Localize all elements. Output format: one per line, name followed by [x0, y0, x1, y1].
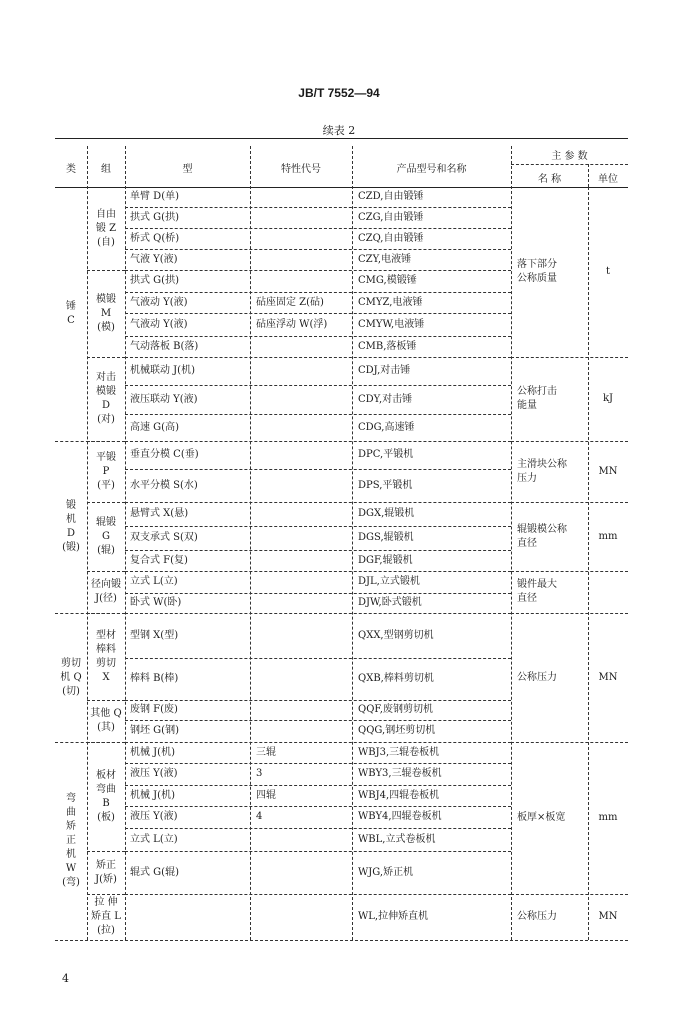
row-product: CZY,电液锤 [358, 253, 412, 265]
parameter-name [517, 671, 588, 685]
rule-line [125, 313, 511, 314]
column-header-zu: 组 [101, 164, 111, 175]
category-cell-line: 曲 [66, 807, 76, 818]
group-cell-line: B [102, 797, 110, 809]
rule-line [55, 138, 628, 139]
row-type: 垂直分模 C(垂) [130, 449, 199, 460]
category-cell-line: 机 [66, 849, 76, 860]
group-cell [87, 859, 125, 887]
rule-line [125, 292, 511, 293]
rule-line [125, 894, 511, 895]
standard-number: JB/T 7552—94 [298, 86, 380, 100]
row-product: QQF,废钢剪切机 [358, 704, 433, 715]
row-product: CDY,对击锤 [358, 393, 413, 405]
row-type: 拱式 G(拱) [130, 275, 179, 286]
row-type: 高速 G(高) [130, 421, 179, 433]
column-header-canshu: 主 参 数 [551, 151, 588, 162]
category-cell-line: 矫 [66, 821, 76, 832]
row-type: 水平分模 S(水) [130, 479, 198, 491]
row-product: DGF,辊锻机 [358, 554, 413, 566]
group-cell [87, 578, 125, 606]
rule-line [125, 720, 511, 721]
rule-line [87, 270, 125, 271]
rule-line [87, 502, 125, 503]
rule-line [125, 336, 511, 337]
group-cell-line: D [101, 400, 111, 411]
parameter-name-line: 公称压力 [517, 671, 557, 683]
row-product: DGS,辊锻机 [358, 532, 414, 543]
row-type: 立式 L(立) [130, 576, 178, 587]
row-product: CDJ,对击锤 [358, 365, 411, 376]
group-cell-line: 自由 [96, 208, 116, 220]
group-cell [87, 769, 125, 825]
group-cell-line: 棒料 [96, 643, 116, 655]
rule-line [87, 571, 125, 572]
rule-line [511, 502, 628, 503]
rule-line [125, 526, 511, 527]
row-feature: 砧座浮动 W(浮) [256, 318, 328, 330]
row-type: 气动落板 B(落) [130, 340, 199, 352]
row-type: 气液 Y(液) [130, 253, 178, 265]
row-type: 液压联动 Y(液) [130, 393, 198, 405]
rule-line [125, 469, 511, 470]
row-product: CZD,自由锻锤 [358, 191, 424, 202]
row-type: 机械 J(机) [130, 746, 175, 758]
group-cell-line: (其) [97, 722, 115, 733]
row-product: QQG,钢坯剪切机 [358, 725, 436, 736]
rule-line [125, 249, 511, 250]
rule-line [511, 742, 628, 743]
rule-line [125, 658, 511, 659]
row-product: DPC,平锻机 [358, 449, 414, 460]
group-cell-line: 平锻 [96, 451, 116, 463]
category-cell-line: (切) [62, 685, 80, 697]
row-product: QXB,棒料剪切机 [358, 673, 434, 684]
rule-line [125, 502, 511, 503]
page-number: 4 [62, 972, 69, 985]
group-cell-line: 对击 [96, 372, 116, 383]
parameter-name-line: 压力 [517, 472, 537, 484]
rule-line [250, 146, 251, 940]
category-cell [55, 300, 87, 328]
rule-line [125, 593, 511, 594]
table-caption: 续表 2 [322, 124, 356, 137]
category-cell-line: 弯 [66, 793, 76, 804]
parameter-name [517, 458, 588, 486]
parameter-unit: kJ [602, 393, 614, 404]
rule-line [87, 851, 125, 852]
rule-line [55, 441, 125, 442]
category-cell-line: 锤 [66, 301, 76, 312]
row-type: 立式 L(立) [130, 833, 178, 845]
row-product: WBL,立式卷板机 [358, 833, 436, 845]
group-cell-line: (板) [97, 811, 115, 823]
group-cell-line: 辊锻 [96, 516, 116, 528]
category-cell-line: D [66, 528, 76, 539]
row-product: WBY3,三辊卷板机 [358, 768, 442, 779]
rule-line [87, 357, 125, 358]
category-cell [55, 657, 87, 699]
parameter-name-line: 落下部分 [517, 259, 557, 270]
group-cell-line: P [102, 465, 110, 477]
parameter-unit: t [605, 266, 611, 277]
group-cell-line: (平) [97, 479, 115, 491]
row-product: DJW,卧式锻机 [358, 597, 422, 608]
category-cell [55, 499, 87, 555]
row-type: 型钢 X(型) [130, 629, 179, 641]
group-cell [87, 896, 125, 938]
row-product: WBJ4,四辊卷板机 [358, 789, 440, 801]
row-type: 机械 J(机) [130, 789, 175, 801]
rule-line [125, 806, 511, 807]
column-header-tezheng: 特性代号 [281, 164, 321, 175]
group-cell-line: 锻 Z [95, 222, 117, 234]
rule-line [125, 357, 511, 358]
column-header-mingcheng: 名 称 [537, 174, 562, 185]
rule-line [87, 894, 125, 895]
group-cell-line: (拉) [97, 925, 115, 936]
row-product: CMB,落板锤 [358, 340, 417, 352]
row-type: 液压 Y(液) [130, 811, 178, 822]
rule-line [125, 851, 511, 852]
parameter-unit: MN [598, 671, 618, 683]
row-type: 拱式 G(拱) [130, 211, 179, 223]
category-cell-line: (弯) [62, 877, 80, 888]
category-cell-line: W [65, 863, 77, 874]
category-cell-line: 机 [66, 514, 76, 525]
column-header-chanpin: 产品型号和名称 [396, 164, 467, 175]
parameter-name [517, 811, 588, 825]
rule-line [125, 146, 126, 940]
parameter-name-line: 公称压力 [517, 911, 557, 922]
group-cell [87, 208, 125, 250]
group-cell [87, 293, 125, 335]
parameter-unit: mm [598, 812, 618, 823]
row-type: 棒料 B(棒) [130, 673, 179, 684]
group-cell [87, 516, 125, 558]
row-type: 气液动 Y(液) [130, 318, 188, 330]
column-header-xing: 型 [182, 164, 193, 175]
row-product: WBY4,四辊卷板机 [358, 811, 442, 822]
rule-line [511, 613, 628, 614]
row-product: WBJ3,三辊卷板机 [358, 746, 440, 758]
parameter-name [517, 523, 588, 551]
category-cell-line: 机 Q [60, 671, 82, 683]
category-cell-line: 正 [66, 835, 76, 846]
rule-line [87, 700, 125, 701]
rule-line [511, 571, 628, 572]
row-feature: 砧座固定 Z(砧) [256, 296, 324, 308]
row-type: 双支承式 S(双) [130, 532, 198, 543]
rule-line [125, 742, 511, 743]
group-cell-line: 板材 [96, 769, 116, 781]
parameter-unit: mm [598, 530, 618, 542]
rule-line [511, 164, 628, 165]
group-cell-line: (辊) [97, 544, 115, 556]
row-product: WL,拉伸矫直机 [358, 911, 429, 922]
rule-line [125, 441, 511, 442]
parameter-name-line: 公称质量 [517, 273, 557, 284]
rule-line [125, 700, 511, 701]
rule-line [125, 828, 511, 829]
rule-line [511, 441, 628, 442]
row-feature: 4 [256, 811, 263, 822]
row-product: CMYZ,电液锤 [358, 296, 423, 308]
row-type: 桥式 Q(桥) [130, 232, 180, 244]
row-type: 卧式 W(卧) [130, 597, 182, 608]
rule-line [125, 207, 511, 208]
column-header-danwei: 单位 [598, 174, 618, 185]
row-product: WJG,矫正机 [358, 866, 414, 878]
parameter-unit: MN [598, 911, 618, 922]
row-type: 钢坯 G(钢) [130, 725, 179, 736]
parameter-name-line: 板厚×板宽 [517, 812, 566, 823]
group-cell-line: 弯曲 [96, 783, 116, 795]
category-cell-line: 剪切 [61, 657, 81, 669]
group-cell-line: 型材 [96, 629, 116, 641]
rule-line [55, 187, 628, 188]
group-cell-line: (自) [97, 236, 115, 248]
group-cell-line: 其他 Q [90, 708, 122, 719]
group-cell [87, 629, 125, 685]
row-type: 辊式 G(辊) [130, 866, 179, 878]
rule-line [511, 894, 628, 895]
group-cell-line: 模锻 [96, 293, 116, 305]
parameter-name-line: 能量 [517, 400, 537, 411]
group-cell [87, 707, 125, 735]
group-cell-line: (对) [97, 414, 115, 425]
row-feature: 四辊 [256, 789, 276, 801]
rule-line [511, 146, 512, 940]
row-product: CZG,自由锻锤 [358, 211, 424, 223]
row-product: DPS,平锻机 [358, 479, 413, 491]
group-cell-line: 剪切 [96, 657, 116, 669]
row-product: CDG,高速锤 [358, 421, 415, 433]
row-product: CMYW,电液锤 [358, 318, 425, 330]
row-type: 废钢 F(废) [130, 704, 178, 715]
parameter-name [517, 910, 588, 924]
rule-line [55, 613, 125, 614]
row-product: DJL,立式锻机 [358, 576, 420, 587]
row-type: 悬臂式 X(悬) [130, 508, 189, 519]
row-product: CMG,模锻锤 [358, 275, 417, 286]
group-cell-line: G [102, 530, 110, 542]
column-header-lei: 类 [66, 164, 76, 175]
group-cell-line: (模) [97, 321, 115, 333]
group-cell [87, 451, 125, 493]
parameter-name-line: 锻件最大 [517, 579, 557, 590]
rule-line [125, 414, 511, 415]
rule-line [125, 613, 511, 614]
row-product: DGX,辊锻机 [358, 508, 415, 519]
group-cell [87, 371, 125, 427]
parameter-name-line: 直径 [517, 593, 537, 604]
rule-line [125, 571, 511, 572]
parameter-name-line: 主滑块公称 [517, 458, 567, 470]
category-cell-line: (锻) [62, 542, 80, 553]
rule-line [125, 763, 511, 764]
group-cell-line: 矫直 L [91, 911, 121, 922]
rule-line [125, 385, 511, 386]
rule-line [352, 146, 353, 940]
group-cell-line: M [100, 307, 112, 319]
group-cell-line: 拉 伸 [94, 897, 118, 908]
group-cell-line: 径向锻 [91, 579, 121, 590]
group-cell-line: 矫正 [96, 859, 116, 871]
rule-line [125, 270, 511, 271]
parameter-name [517, 578, 588, 606]
row-type: 复合式 F(复) [130, 554, 188, 566]
rule-line [55, 940, 628, 941]
parameter-name [517, 258, 588, 286]
row-feature: 三辊 [256, 746, 276, 758]
rule-line [588, 187, 589, 940]
rule-line [125, 785, 511, 786]
parameter-unit: MN [598, 465, 618, 477]
parameter-name-line: 辊锻模公称 [517, 523, 567, 535]
rule-line [55, 742, 125, 743]
group-cell-line: X [102, 671, 110, 683]
parameter-name-line: 公称打击 [517, 386, 557, 397]
parameter-name-line: 直径 [517, 537, 537, 549]
parameter-name [517, 385, 588, 413]
group-cell-line: J(径) [95, 593, 117, 604]
row-product: QXX,型钢剪切机 [358, 629, 434, 641]
row-product: CZQ,自由锻锤 [358, 232, 424, 244]
rule-line [511, 357, 628, 358]
group-cell-line: J(矫) [95, 873, 117, 885]
rule-line [125, 228, 511, 229]
category-cell [55, 792, 87, 890]
group-cell-line: 模锻 [96, 386, 116, 397]
rule-line [125, 550, 511, 551]
row-type: 机械联动 J(机) [130, 365, 195, 376]
row-type: 气液动 Y(液) [130, 296, 188, 308]
row-type: 单臂 D(单) [130, 191, 179, 202]
row-type: 液压 Y(液) [130, 768, 178, 779]
category-cell-line: C [67, 315, 75, 326]
row-feature: 3 [256, 768, 263, 779]
category-cell-line: 锻 [66, 500, 76, 511]
